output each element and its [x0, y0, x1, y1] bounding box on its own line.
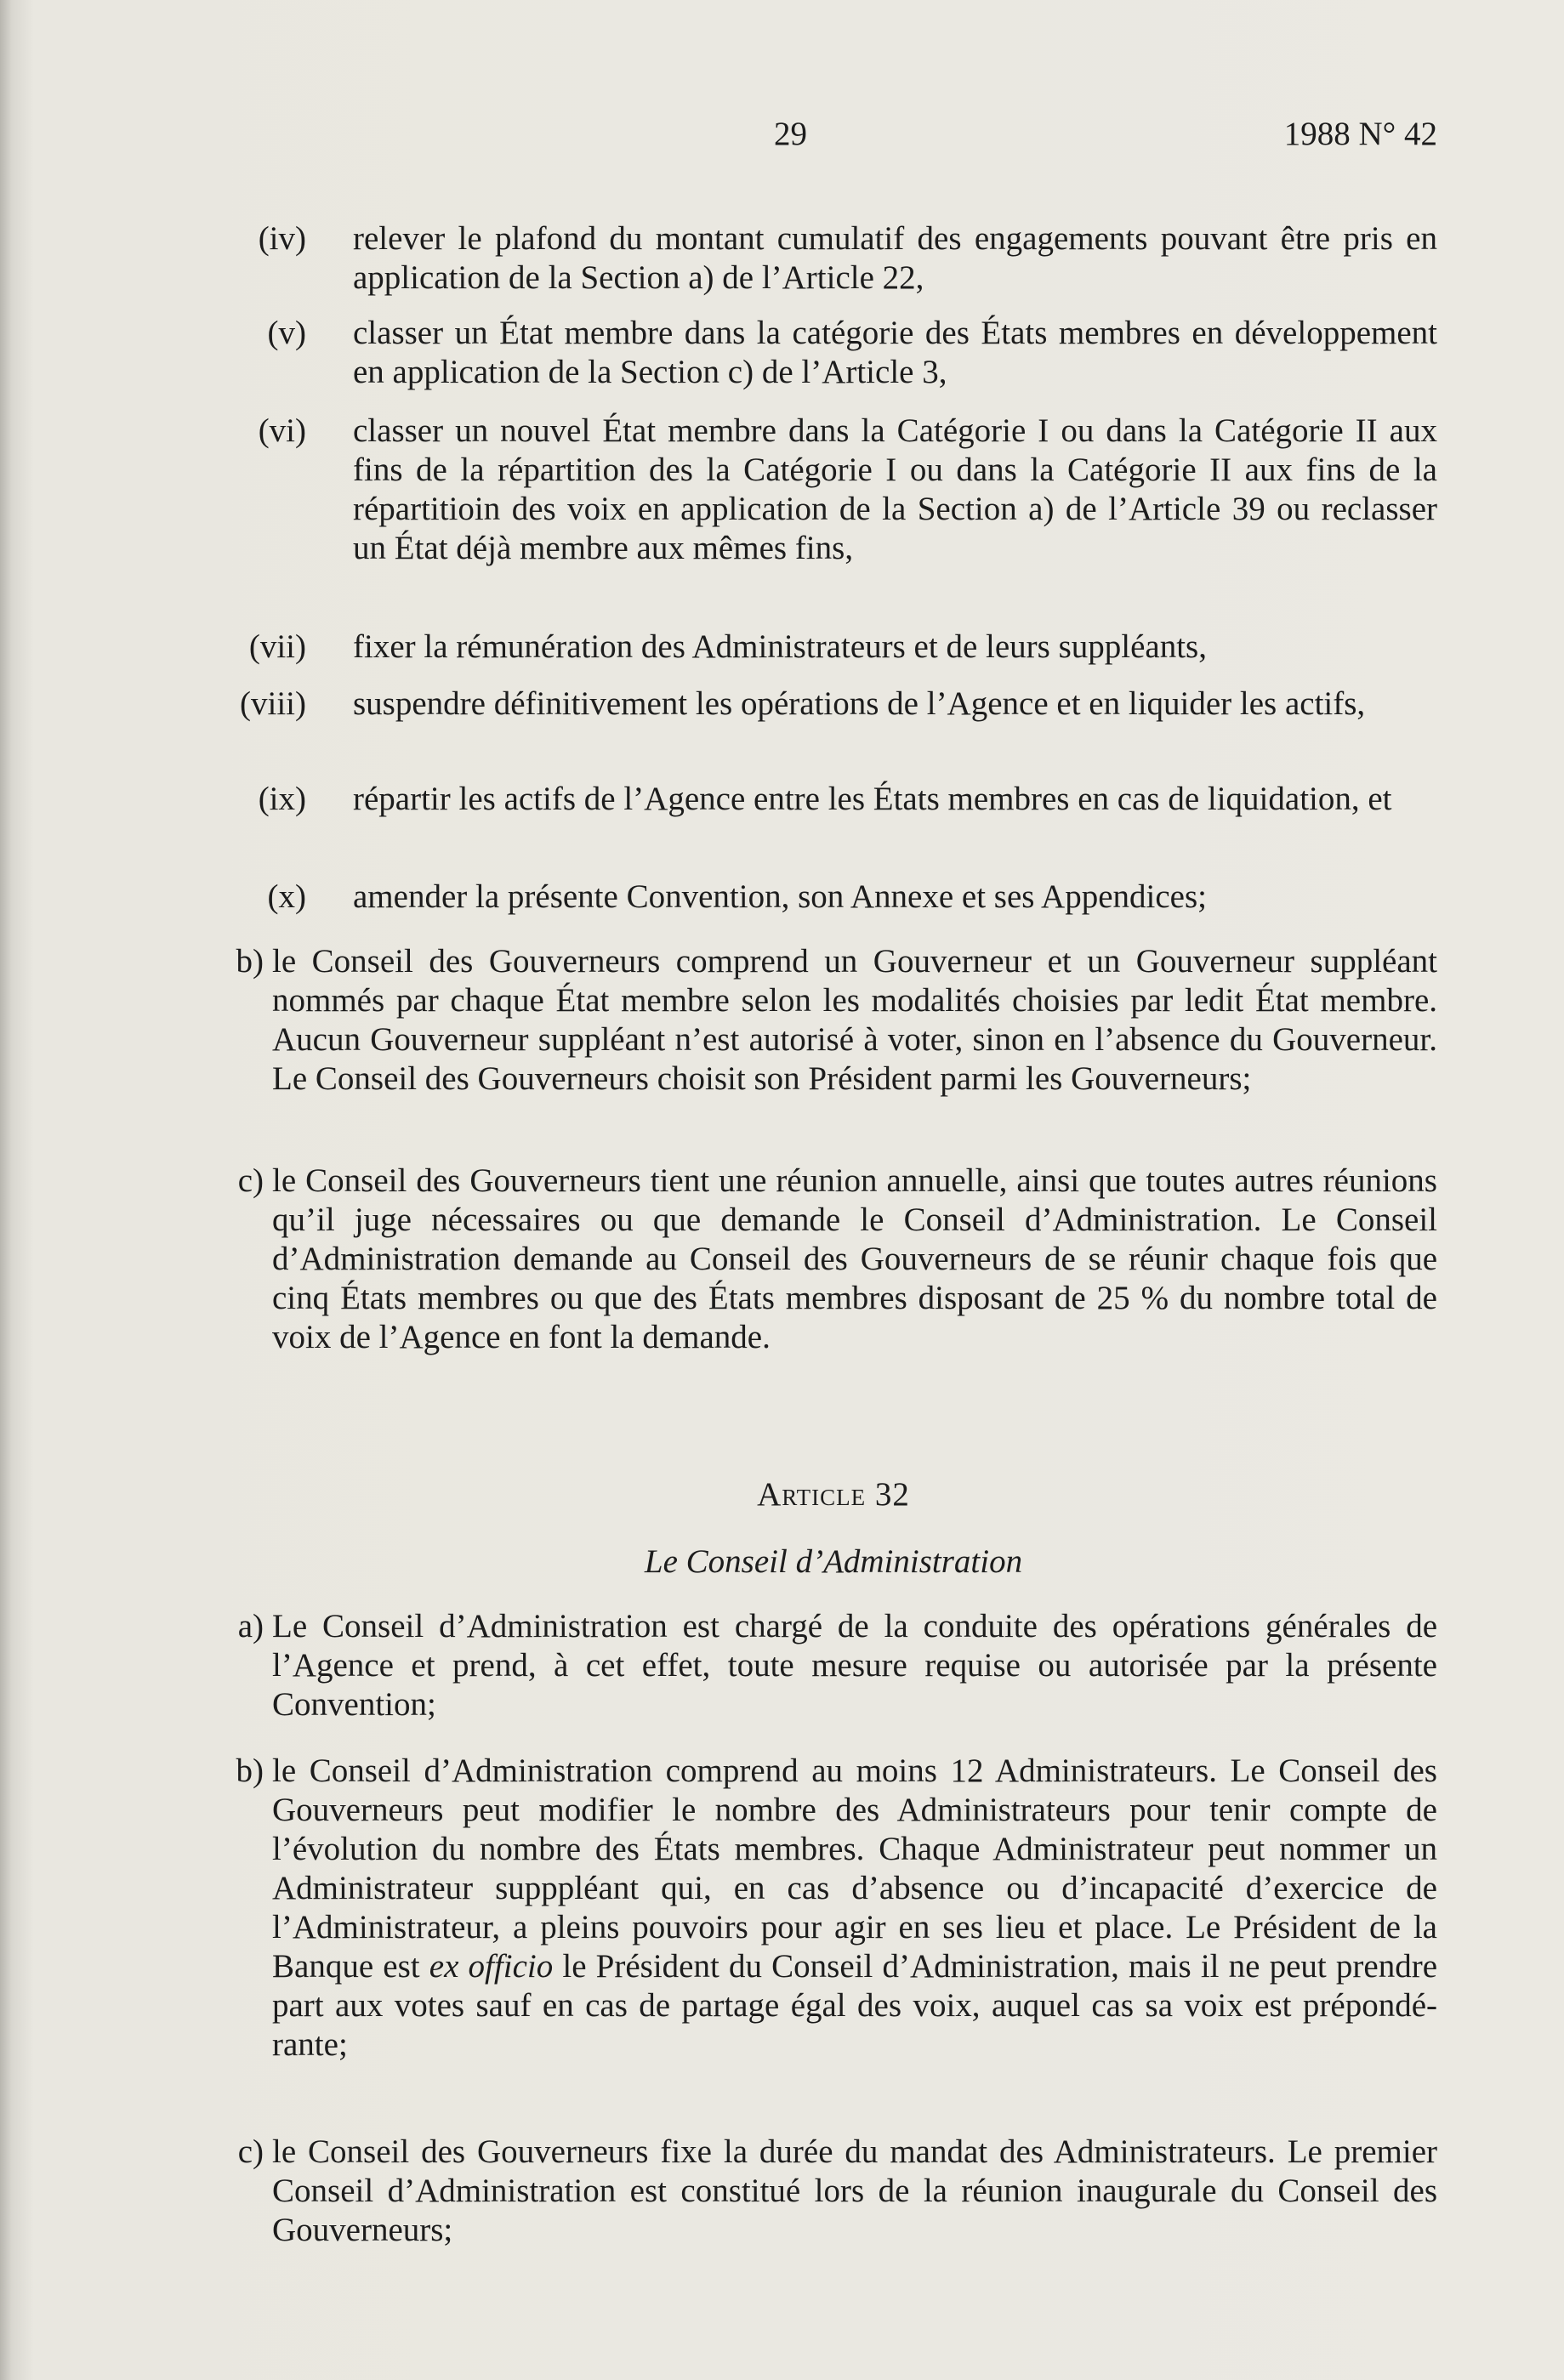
item-text: le Conseil des Gouverneurs fixe la durée du mandat des Administrateurs. Le premier Conseil d’Administration est constitué lors de la réunion inaugurale du Conseil des Gouverneurs; — [272, 2133, 1437, 2248]
item-text: Le Conseil d’Administration est chargé de la conduite des opérations générales de l’Agence et prend, à cet effet, toute mesure requise ou autorisée par la présente Convention; — [272, 1608, 1437, 1723]
item-text: fixer la rémunération des Administrateurs et de leurs suppléants, — [353, 628, 1207, 665]
item-label: (v) — [267, 315, 306, 351]
item-text-part: le Conseil d’Administration comprend au moins 12 Administrateurs. Le Conseil des Gouverneurs peut modifier le nombre des Administrateurs pour tenir compte de l’évolution du nombre des États membres. Chaque Administrateur peut nommer un Administrateur supppléant qui, en cas d’absence ou d’incapacité d’exercice de l’Administrateur, a pleins pouvoirs pour agir en ses lieu et place. Le Président de la Banque est — [272, 1752, 1437, 1985]
item-text: le Conseil des Gouverneurs tient une réunion annuelle, ainsi que toutes autres réunions qu’il juge nécessaires ou que demande le Conseil d’Administration. Le Conseil d’Administration demande au Conseil des Gouverneurs de se réunir chaque fois que cinq États membres ou que des États membres disposant de 25 % du nombre total de voix de l’Agence en font la demande. — [272, 1162, 1437, 1355]
item-label: b) — [236, 943, 264, 980]
item-text-part: le Président du Conseil d’Administration, mais il ne peut prendre part aux votes sauf en cas de partage égal des voix, auquel cas sa voix est prépondé-rante; — [272, 1948, 1437, 2063]
list-item-viii — [230, 684, 1437, 724]
item-label: (x) — [267, 878, 306, 915]
article32-item-b — [230, 1752, 1437, 2065]
list-item-vi — [230, 412, 1437, 568]
item-label: (ix) — [258, 781, 306, 817]
item-label: (vii) — [248, 628, 306, 665]
item-text — [272, 1752, 1437, 2065]
item-label: (vi) — [258, 412, 306, 449]
item-text: répartir les actifs de l’Agence entre les États membres en cas de liquidation, et — [353, 781, 1392, 817]
article32-item-c — [230, 2133, 1437, 2250]
list-item-ix — [230, 780, 1437, 819]
item-label: c) — [237, 2133, 264, 2170]
list-item-vii — [230, 628, 1437, 667]
article31-item-c — [230, 1162, 1437, 1357]
article-heading: Article 32 — [757, 1476, 910, 1513]
item-label: (viii) — [240, 685, 306, 722]
item-text: classer un État membre dans la catégorie des États membres en développement en application de la Section c) de l’Article 3, — [353, 315, 1437, 390]
item-label: b) — [236, 1752, 264, 1789]
article31-item-b — [230, 942, 1437, 1099]
item-text: relever le plafond du montant cumulatif des engagements pouvant être pris en application de la Section a) de l’Article 22, — [353, 220, 1437, 296]
list-item-x — [230, 878, 1437, 917]
year-number: 1988 N° 42 — [1283, 116, 1437, 152]
item-text: suspendre définitivement les opérations de l’Agence et en liquider les actifs, — [353, 685, 1366, 722]
page-header — [230, 115, 1437, 154]
item-text: le Conseil des Gouverneurs comprend un Gouverneur et un Gouverneur suppléant nommés par chaque État membre selon les modalités choisies par ledit État membre. Aucun Gouverneur suppléant n’est autorisé à voter, sinon en l’absence du Gouverneur. Le Conseil des Gouverneurs choisit son Président parmi les Gouverneurs; — [272, 943, 1437, 1097]
item-label: c) — [237, 1162, 264, 1199]
list-item-iv — [230, 219, 1437, 298]
item-text: amender la présente Convention, son Annexe et ses Appendices; — [353, 878, 1207, 915]
item-label: a) — [237, 1608, 264, 1644]
item-label: (iv) — [258, 220, 306, 257]
item-text-italic: ex officio — [429, 1948, 554, 1985]
article-subtitle: Le Conseil d’Administration — [644, 1543, 1023, 1580]
article32-item-a — [230, 1607, 1437, 1724]
list-item-v — [230, 314, 1437, 392]
page-number: 29 — [774, 116, 807, 152]
item-text: classer un nouvel État membre dans la Catégorie I ou dans la Catégorie II aux fins de la répartition des la Catégorie I ou dans la Catégorie II aux fins de la répartitioin des voix en application de la Section a) de l’Article 39 ou reclasser un État déjà membre aux mêmes fins, — [353, 412, 1437, 566]
